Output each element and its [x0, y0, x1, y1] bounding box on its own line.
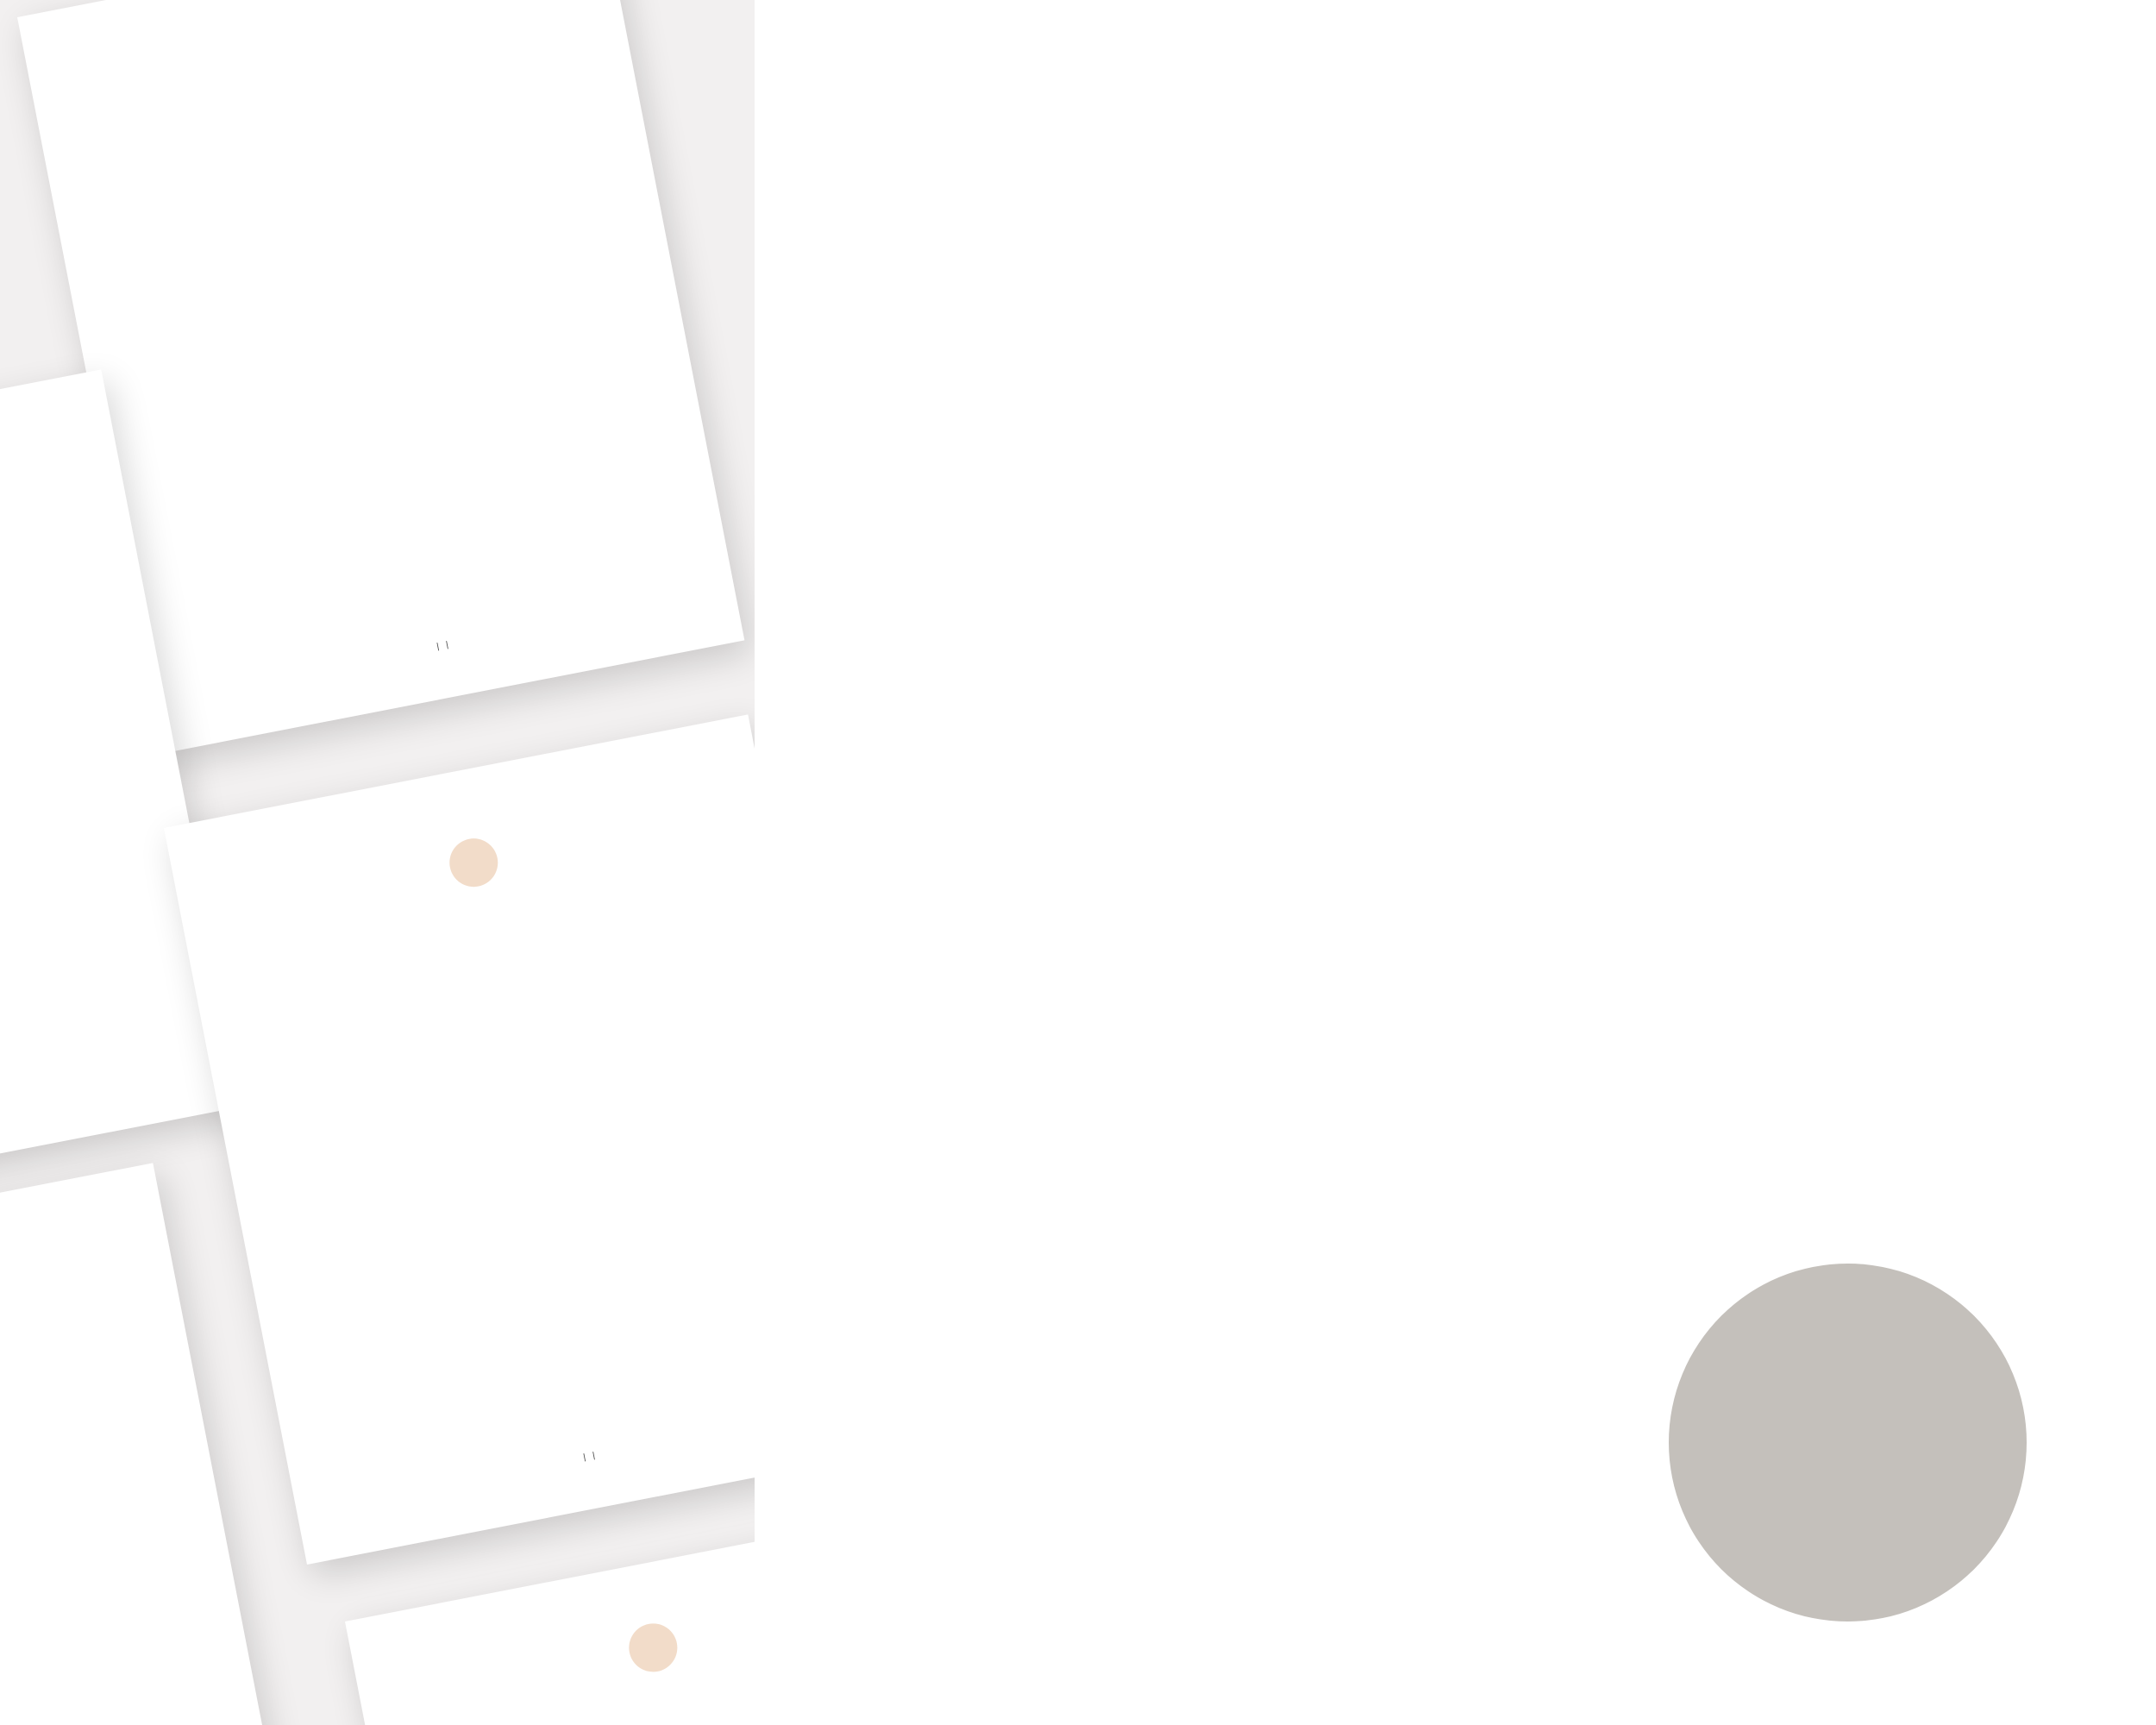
- main-page-sections: [262, 969, 745, 1063]
- cropped-lines: [0, 1385, 231, 1434]
- logo-placeholder: [445, 834, 502, 891]
- top-page-sections: [72, 0, 547, 77]
- email: [589, 1452, 591, 1461]
- made-in-canva-badge: [1669, 1264, 2027, 1622]
- email: [442, 641, 444, 650]
- business-name: [148, 580, 732, 693]
- mockup-page-main: [164, 714, 755, 1565]
- business-name: [295, 1390, 755, 1504]
- included-panel: [755, 0, 2156, 1725]
- phone: [434, 643, 436, 652]
- intro-text: [262, 969, 745, 1063]
- document-mockup-collage: [0, 0, 755, 1725]
- main-page-footer: | |: [295, 1390, 755, 1518]
- top-page-footer: | |: [148, 580, 736, 707]
- logo-placeholder: [625, 1620, 682, 1677]
- phone: [580, 1453, 582, 1463]
- website: [596, 1451, 598, 1460]
- website: [449, 640, 451, 649]
- bottom-title: [367, 1625, 755, 1725]
